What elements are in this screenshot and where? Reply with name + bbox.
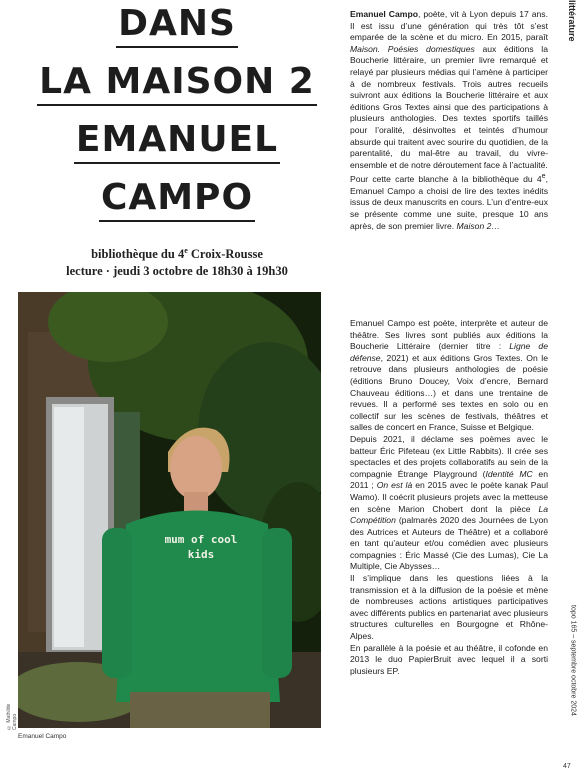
paragraph: Emanuel Campo est poète, interprète et auteur de théâtre. Ses livres sont publiés aux éditions la Boucherie Littéraire (dernier titre : Ligne de défense, 2021) et aux éditions Gros Textes. On le retrouve dans plusieurs anthologies de poésie (éditions Bruno Doucey, Voix d’encre, Bernard Chauveau éditions…) et dans une trentaine de revues. Il a performé ses textes en solo ou en collectif sur les scènes de festivals, théâtres et salles de concert en France, Suisse et Belgique. [350,318,548,433]
section-category: littérature [567,0,577,42]
article-title [18,4,336,236]
sweater-text-line-2: kids [187,548,215,561]
paragraph: Depuis 2021, il déclame ses poèmes avec le batteur Éric Pifeteau (ex Little Rabbits). Il crée ses spectacles et des projets collaboratifs au sein de la compagnie Étrange Playground (Identité MC en 2011 ; On est là en 2015 avec le poète kanak Paul Wamo). Il coécrit plusieurs projets avec la metteuse en scène Marion Chobert dont la pièce La Compétition (palmarès 2020 des Journées de Lyon des Autrices et Auteurs de Théâtre) et a collaboré en tant qu’auteur et/ou comédien avec plusieurs compagnies : Éric Massé (Cie des Lumas), Cie La Multiple, Cie Abysses… [350,433,548,572]
author-photo [18,292,321,728]
event-info [18,242,336,280]
paragraph: Pour cette carte blanche à la bibliothèque du 4e, Emanuel Campo a choisi de lire des textes inédits issus de deux manuscrits en cours. L’un d’entre-eux se présente comme une suite, presque 10 ans après, de son premier livre. Maison 2… [350,172,548,231]
sweater-text-line-1: mum of cool [164,533,238,546]
event-venue: bibliothèque du 4e Croix-Rousse [91,246,263,262]
issue-info: topo 165 – septembre octobre 2024 [569,605,577,716]
title-line-4: CAMPO [18,178,336,222]
photo-credit: © Mathilde Campo [6,703,18,730]
article-column-2 [350,318,548,677]
article-column-1 [350,9,548,232]
title-line-1: DANS [18,4,336,48]
paragraph: Il s’implique dans les questions liées à la transmission et à la diffusion de la poésie et mène de nombreuses actions artistiques participatives avec différents publics en partenariat avec plusieurs structures culturelles en Bourgogne et Rhône-Alpes. [350,573,548,642]
page-number: 47 [563,763,571,770]
paragraph: En parallèle à la poésie et au théâtre, il cofonde en 2013 le duo PapierBruit avec lequel il a sorti plusieurs EP. [350,642,548,676]
title-line-3: EMANUEL [18,120,336,164]
photo-caption: Emanuel Campo [18,733,67,740]
author-photo-illustration [18,292,321,728]
sweater-text [136,532,266,562]
event-datetime: lecture · jeudi 3 octobre de 18h30 à 19h30 [66,264,288,279]
title-line-2: LA MAISON 2 [18,62,336,106]
paragraph: Emanuel Campo, poète, vit à Lyon depuis 17 ans. Il est issu d’une génération qui très tôt s’est emparée de la scène et du micro. En 2015, paraît Maison. Poésies domestiques aux éditions la Boucherie littéraire, un premier livre remarqué et relayé par plusieurs médias qui l’amène à participer à de nombreux festivals. Trois autres recueils suivront aux éditions la Boucherie littéraire et aux éditions Gros Textes ainsi que des participations à plusieurs anthologies. Des textes sportifs taillés pour l’oralité, désinvoltes et teintés d’humour absurde qui traitent avec sourire du quotidien, de la parentalité, du mal-être au travail, du vivre-ensemble et de notre déroutement face à l’actualité. [350,9,548,170]
